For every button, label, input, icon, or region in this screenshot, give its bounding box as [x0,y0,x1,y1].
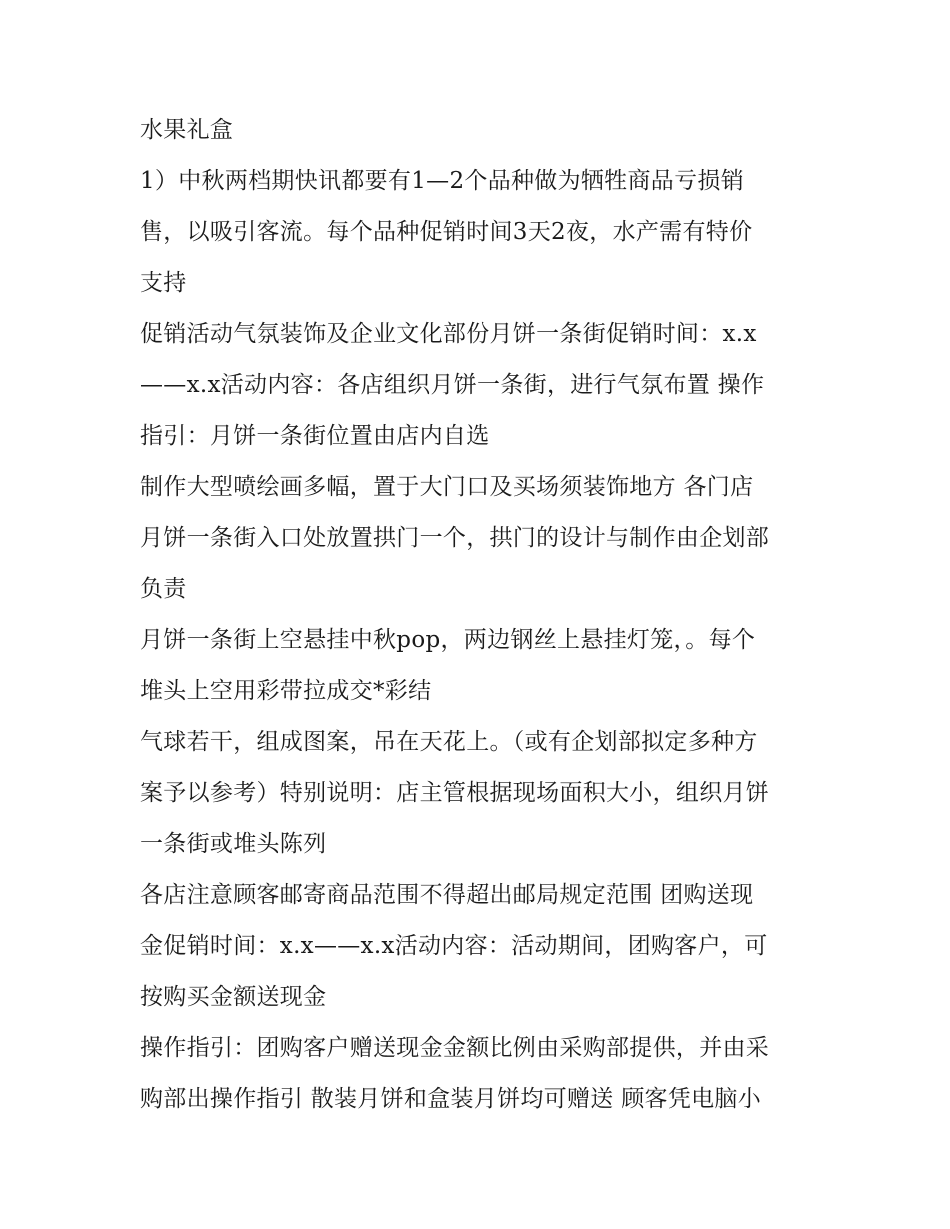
text-line: 购部出操作指引 散装月饼和盒装月饼均可赠送 顾客凭电脑小 [140,1086,762,1112]
text-line: 月饼一条街上空悬挂中秋pop，两边钢丝上悬挂灯笼，。每个 [140,627,756,653]
text-line: 促销活动气氛装饰及企业文化部份月饼一条街促销时间：x.x [140,321,757,347]
text-line: 售，以吸引客流。每个品种促销时间3天2夜，水产需有特价 [140,219,753,245]
text-line: 按购买金额送现金 [140,984,327,1010]
text-line: 堆头上空用彩带拉成交*彩结 [140,678,432,704]
text-line: 金促销时间：x.x——x.x活动内容：活动期间，团购客户，可 [140,933,768,959]
text-line: 月饼一条街入口处放置拱门一个，拱门的设计与制作由企划部 [140,525,770,551]
text-line: 操作指引：团购客户赠送现金金额比例由采购部提供，并由采 [140,1035,770,1061]
text-line: 1）中秋两档期快讯都要有1—2个品种做为牺牲商品亏损销 [140,168,744,194]
text-line: 气球若干，组成图案，吊在天花上。（或有企划部拟定多种方 [140,729,758,755]
text-line: 指引：月饼一条街位置由店内自选 [140,423,490,449]
text-line: 水果礼盒 [140,117,234,143]
text-line: 支持 [140,270,187,296]
text-line: ——x.x活动内容：各店组织月饼一条街，进行气氛布置 操作 [140,372,765,398]
document-body [140,105,830,1125]
text-line: 各店注意顾客邮寄商品范围不得超出邮局规定范围 团购送现 [140,882,754,908]
text-line: 负责 [140,576,187,602]
text-line: 一条街或堆头陈列 [140,831,327,857]
text-line: 制作大型喷绘画多幅，置于大门口及买场须装饰地方 各门店 [140,474,754,500]
text-line: 案予以参考）特别说明：店主管根据现场面积大小，组织月饼 [140,780,770,806]
